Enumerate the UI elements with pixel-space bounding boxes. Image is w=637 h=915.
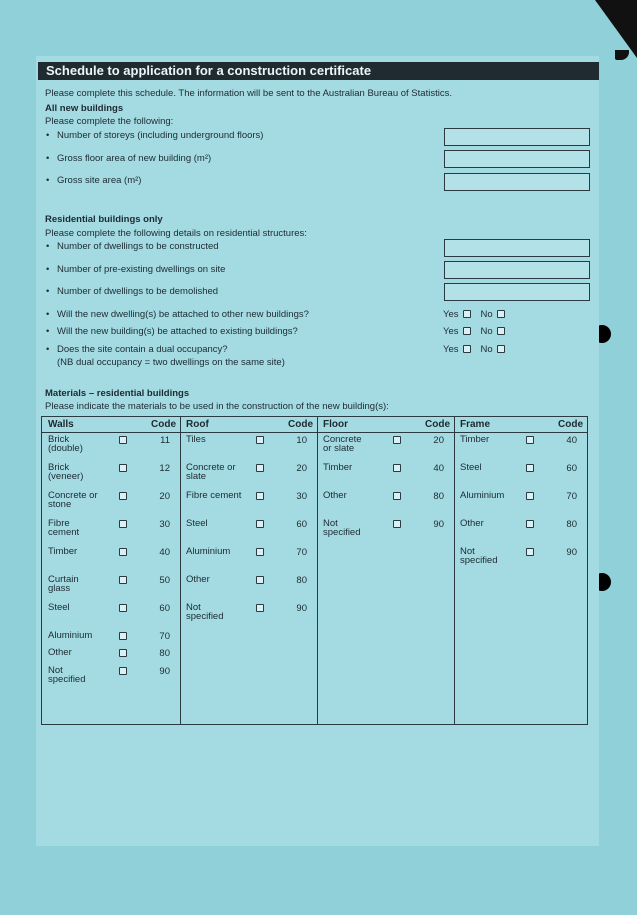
walls-material-checkbox[interactable]: [119, 667, 127, 675]
frame-material-name: [460, 435, 489, 444]
dual-occupancy-answer: [443, 344, 515, 355]
material-name-line: Timber: [460, 434, 490, 445]
floor-material-checkbox[interactable]: [393, 464, 401, 472]
floor-material-name: [323, 491, 347, 500]
roof-code-header: Code: [288, 419, 313, 430]
dwellings-demolished-field[interactable]: [444, 283, 590, 301]
attached-existing-answer: [443, 326, 515, 337]
material-name-line: (double): [48, 443, 83, 454]
material-name-line: Other: [186, 574, 210, 585]
material-name-line: Concrete or: [48, 490, 98, 501]
walls-material-checkbox[interactable]: [119, 464, 127, 472]
walls-material-code: 30: [159, 519, 170, 530]
page-corner-tab: [615, 50, 629, 60]
walls-column-header: Walls: [48, 419, 74, 430]
material-name-line: slate: [186, 471, 207, 482]
dwellings-constructed-label: • Number of dwellings to be constructed: [57, 241, 219, 252]
column-divider: [180, 417, 181, 724]
material-name-line: stone: [48, 499, 72, 510]
material-name-line: glass: [48, 583, 71, 594]
residential-heading: Residential buildings only: [45, 214, 163, 225]
frame-material-checkbox[interactable]: [526, 436, 534, 444]
floor-material-checkbox[interactable]: [393, 436, 401, 444]
walls-material-checkbox[interactable]: [119, 492, 127, 500]
form-title: Schedule to application for a construction certificate: [38, 62, 599, 80]
frame-material-code: 40: [566, 435, 577, 446]
walls-material-name: [48, 463, 83, 481]
roof-material-name: [186, 603, 224, 621]
site-area-field[interactable]: [444, 173, 590, 191]
material-name-line: Other: [48, 647, 72, 658]
walls-material-code: 20: [159, 491, 170, 502]
attached-existing-yes-checkbox[interactable]: [463, 327, 471, 335]
walls-material-code: 90: [159, 666, 170, 677]
material-name-line: Concrete: [323, 434, 362, 445]
frame-material-code: 90: [566, 547, 577, 558]
floor-material-name: [323, 435, 362, 453]
roof-material-checkbox[interactable]: [256, 492, 264, 500]
walls-material-checkbox[interactable]: [119, 576, 127, 584]
material-name-line: Steel: [186, 518, 208, 529]
frame-material-checkbox[interactable]: [526, 492, 534, 500]
floor-area-field[interactable]: [444, 150, 590, 168]
frame-column-header: Frame: [460, 419, 491, 430]
attached-new-answer: [443, 309, 515, 320]
material-name-line: Not: [460, 546, 475, 557]
material-name-line: Not: [48, 665, 63, 676]
frame-material-checkbox[interactable]: [526, 464, 534, 472]
frame-material-code: 60: [566, 463, 577, 474]
material-name-line: or slate: [323, 443, 355, 454]
walls-material-code: 12: [159, 463, 170, 474]
material-name-line: Not: [186, 602, 201, 613]
frame-material-name: [460, 547, 498, 565]
no-label: No: [480, 309, 493, 320]
walls-material-checkbox[interactable]: [119, 436, 127, 444]
material-name-line: specified: [323, 527, 361, 538]
roof-material-checkbox[interactable]: [256, 548, 264, 556]
walls-material-name: [48, 603, 70, 612]
storeys-field[interactable]: [444, 128, 590, 146]
roof-material-code: 60: [296, 519, 307, 530]
floor-column-header: Floor: [323, 419, 348, 430]
roof-material-code: 10: [296, 435, 307, 446]
walls-material-checkbox[interactable]: [119, 604, 127, 612]
frame-material-code: 70: [566, 491, 577, 502]
attached-new-yes-checkbox[interactable]: [463, 310, 471, 318]
material-name-line: Tiles: [186, 434, 206, 445]
walls-material-checkbox[interactable]: [119, 632, 127, 640]
material-name-line: (veneer): [48, 471, 84, 482]
material-name-line: Concrete or: [186, 462, 236, 473]
walls-material-name: [48, 575, 79, 593]
material-name-line: Fibre cement: [186, 490, 242, 501]
all-new-subheading: Please complete the following:: [45, 116, 174, 127]
walls-material-checkbox[interactable]: [119, 548, 127, 556]
yes-label: Yes: [443, 326, 459, 337]
yes-label: Yes: [443, 309, 459, 320]
materials-table: [41, 416, 588, 725]
walls-material-code: 40: [159, 547, 170, 558]
roof-material-name: [186, 463, 236, 481]
no-label: No: [480, 326, 493, 337]
roof-material-code: 20: [296, 463, 307, 474]
walls-material-code: 70: [159, 631, 170, 642]
attached-new-no-checkbox[interactable]: [497, 310, 505, 318]
attached-new-question: • Will the new dwelling(s) be attached to other new buildings?: [57, 309, 309, 320]
material-name-line: Curtain: [48, 574, 79, 585]
dual-occupancy-yes-checkbox[interactable]: [463, 345, 471, 353]
frame-material-checkbox[interactable]: [526, 548, 534, 556]
frame-code-header: Code: [558, 419, 583, 430]
material-name-line: Brick: [48, 434, 70, 445]
material-name-line: Aluminium: [48, 630, 93, 641]
floor-material-checkbox[interactable]: [393, 492, 401, 500]
material-name-line: Steel: [460, 462, 482, 473]
column-divider: [454, 417, 455, 724]
floor-material-name: [323, 519, 361, 537]
roof-material-code: 80: [296, 575, 307, 586]
roof-material-code: 90: [296, 603, 307, 614]
walls-material-code: 60: [159, 603, 170, 614]
floor-material-code: 90: [433, 519, 444, 530]
preexisting-dwellings-label: • Number of pre-existing dwellings on site: [57, 264, 225, 275]
material-name-line: specified: [186, 611, 224, 622]
column-divider: [317, 417, 318, 724]
frame-material-name: [460, 491, 504, 500]
roof-material-checkbox[interactable]: [256, 464, 264, 472]
material-name-line: specified: [460, 555, 498, 566]
roof-material-name: [186, 575, 210, 584]
material-name-line: Aluminium: [186, 546, 231, 557]
walls-code-header: Code: [151, 419, 176, 430]
preexisting-dwellings-field[interactable]: [444, 261, 590, 279]
dual-occupancy-note: (NB dual occupancy = two dwellings on the same site): [57, 357, 285, 368]
walls-material-name: [48, 648, 72, 657]
material-name-line: Fibre: [48, 518, 70, 529]
walls-material-code: 50: [159, 575, 170, 586]
material-name-line: specified: [48, 674, 86, 685]
walls-material-name: [48, 435, 83, 453]
roof-material-name: [186, 519, 208, 528]
roof-material-code: 30: [296, 491, 307, 502]
all-new-heading: All new buildings: [45, 103, 124, 114]
material-name-line: cement: [48, 527, 80, 538]
material-name-line: Timber: [323, 462, 353, 473]
roof-material-checkbox[interactable]: [256, 576, 264, 584]
floor-material-name: [323, 463, 352, 472]
frame-material-name: [460, 519, 484, 528]
walls-material-name: [48, 519, 79, 537]
walls-material-code: 80: [159, 648, 170, 659]
walls-material-code: 11: [160, 435, 170, 446]
roof-material-checkbox[interactable]: [256, 436, 264, 444]
roof-material-checkbox[interactable]: [256, 604, 264, 612]
walls-material-name: [48, 666, 86, 684]
floor-material-code: 80: [433, 491, 444, 502]
dual-occupancy-no-checkbox[interactable]: [497, 345, 505, 353]
material-name-line: Not: [323, 518, 338, 529]
yes-label: Yes: [443, 344, 459, 355]
roof-material-name: [186, 547, 230, 556]
dwellings-constructed-field[interactable]: [444, 239, 590, 257]
roof-material-name: [186, 435, 206, 444]
material-name-line: Other: [323, 490, 347, 501]
roof-material-code: 70: [296, 547, 307, 558]
intro-text: Please complete this schedule. The information will be sent to the Australian Bureau of Statistics.: [45, 88, 452, 99]
material-name-line: Brick: [48, 462, 70, 473]
floor-material-checkbox[interactable]: [393, 520, 401, 528]
walls-material-checkbox[interactable]: [119, 520, 127, 528]
attached-existing-question: • Will the new building(s) be attached to existing buildings?: [57, 326, 298, 337]
walls-material-name: [48, 631, 92, 640]
material-name-line: Aluminium: [460, 490, 505, 501]
dual-occupancy-question: • Does the site contain a dual occupancy?: [57, 344, 228, 355]
storeys-label: • Number of storeys (including underground floors): [57, 130, 263, 141]
material-name-line: Timber: [48, 546, 78, 557]
floor-material-code: 20: [433, 435, 444, 446]
materials-heading: Materials – residential buildings: [45, 388, 190, 399]
frame-material-name: [460, 463, 482, 472]
materials-subheading: Please indicate the materials to be used in the construction of the new building(s):: [45, 401, 389, 412]
frame-material-checkbox[interactable]: [526, 520, 534, 528]
material-name-line: Other: [460, 518, 484, 529]
floor-code-header: Code: [425, 419, 450, 430]
walls-material-name: [48, 491, 98, 509]
table-header-divider: [42, 432, 587, 433]
frame-material-code: 80: [566, 519, 577, 530]
floor-area-label: • Gross floor area of new building (m²): [57, 153, 211, 164]
residential-subheading: Please complete the following details on residential structures:: [45, 228, 307, 239]
dwellings-demolished-label: • Number of dwellings to be demolished: [57, 286, 218, 297]
floor-material-code: 40: [433, 463, 444, 474]
walls-material-name: [48, 547, 77, 556]
site-area-label: • Gross site area (m²): [57, 175, 141, 186]
no-label: No: [480, 344, 493, 355]
walls-material-checkbox[interactable]: [119, 649, 127, 657]
roof-material-name: [186, 491, 241, 500]
roof-column-header: Roof: [186, 419, 209, 430]
roof-material-checkbox[interactable]: [256, 520, 264, 528]
material-name-line: Steel: [48, 602, 70, 613]
attached-existing-no-checkbox[interactable]: [497, 327, 505, 335]
